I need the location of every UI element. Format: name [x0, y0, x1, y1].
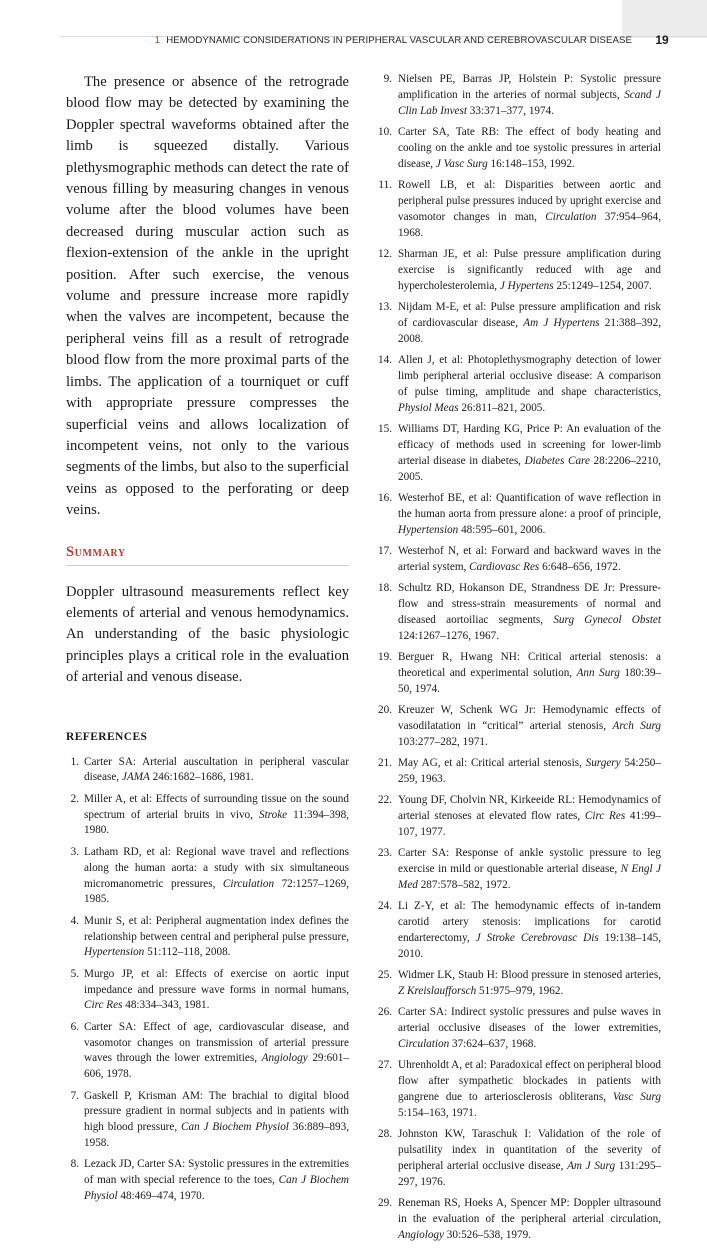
reference-details: 16:148–153, 1992.: [487, 157, 575, 170]
reference-journal: Vasc Surg: [612, 1090, 661, 1103]
reference-citation: Reneman RS, Hoeks A, Spencer MP: Doppler ultrasound in the evaluation of the peripheral arterial circulation,: [398, 1196, 661, 1225]
reference-journal: Cardiovasc Res: [469, 560, 540, 573]
reference-details: 6:648–656, 1972.: [539, 560, 621, 573]
references-heading: REFERENCES: [66, 730, 148, 743]
reference-citation: Nijdam M-E, et al: Pulse pressure amplification and risk of cardiovascular disease,: [398, 300, 661, 329]
reference-citation: Carter SA: Arterial auscultation in peripheral vascular disease,: [84, 755, 349, 784]
reference-citation: Carter SA: Effect of age, cardiovascular disease, and vasomotor changes on transmission of arterial pressure waves through the lower extremities,: [84, 1020, 349, 1065]
reference-journal: Circ Res: [584, 809, 626, 822]
reference-item: [376, 72, 661, 120]
reference-journal: Diabetes Care: [524, 454, 590, 467]
reference-journal: J Vasc Surg: [435, 157, 488, 170]
reference-details: 51:112–118, 2008.: [144, 946, 231, 959]
reference-citation: Allen J, et al: Photoplethysmography detection of lower limb peripheral arterial occlusive disease: A comparison of pulse timing, amplitude and shape characteristics,: [398, 353, 661, 398]
reference-details: 33:371–377, 1974.: [467, 104, 555, 117]
reference-citation: Williams DT, Harding KG, Price P: An evaluation of the efficacy of methods used in screening for lower-limb arterial disease in diabetes,: [398, 422, 661, 467]
reference-details: 25:1249–1254, 2007.: [553, 279, 652, 292]
reference-journal: N Engl J Med: [398, 862, 661, 891]
reference-journal: Circulation: [398, 1037, 450, 1050]
reference-journal: J Stroke Cerebrovasc Dis: [475, 931, 599, 944]
reference-number: 10.: [378, 126, 392, 139]
reference-citation: Carter SA, Tate RB: The effect of body heating and cooling on the ankle and toe systolic pressures in arterial disease,: [398, 126, 661, 170]
reference-number: 28.: [378, 1128, 392, 1141]
reference-item: [376, 756, 661, 788]
reference-journal: Can J Biochem Physiol: [181, 1121, 289, 1134]
reference-item: [376, 703, 661, 751]
left-column: [66, 72, 349, 1211]
running-header: [0, 0, 707, 38]
reference-number: 27.: [378, 1059, 392, 1072]
reference-number: 8.: [70, 1158, 79, 1171]
reference-details: 21:388–392, 2008.: [398, 316, 662, 345]
reference-number: 18.: [378, 581, 392, 594]
reference-citation: Uhrenholdt A, et al: Paradoxical effect on peripheral blood flow after sympathetic blockades in patients with gangrene due to arteriosclerosis obliterans,: [398, 1059, 661, 1103]
reference-number: 25.: [378, 968, 392, 981]
reference-citation: Latham RD, et al: Regional wave travel and reflections along the human aorta: a study with six simultaneous micromanometric pressures,: [84, 845, 349, 890]
reference-details: 41:99–107, 1977.: [398, 809, 661, 838]
reference-journal: Surg Gynecol Obstet: [553, 613, 661, 626]
reference-number: 24.: [378, 900, 392, 913]
reference-number: 22.: [378, 794, 392, 807]
page-number: 19: [655, 33, 669, 47]
reference-number: 17.: [378, 544, 392, 557]
reference-number: 1.: [70, 755, 79, 768]
reference-journal: Z Kreislaufforsch: [398, 984, 477, 997]
reference-item: [376, 899, 661, 963]
reference-journal: Circ Res: [84, 999, 123, 1012]
reference-details: 180:39–50, 1974.: [398, 666, 662, 695]
reference-number: 29.: [378, 1196, 392, 1209]
reference-details: 246:1682–1686, 1981.: [149, 771, 254, 784]
reference-details: 287:578–582, 1972.: [417, 878, 511, 891]
reference-number: 13.: [378, 300, 392, 313]
reference-item: [376, 178, 661, 242]
reference-journal: Scand J Clin Lab Invest: [398, 88, 661, 117]
reference-list-right: [376, 72, 661, 1244]
reference-number: 5.: [70, 967, 79, 980]
reference-number: 23.: [378, 847, 392, 860]
right-column: [376, 72, 661, 1249]
reference-citation: Berguer R, Hwang NH: Critical arterial stenosis: a theoretical and experimental solution,: [398, 650, 661, 679]
reference-item: [66, 1157, 349, 1205]
reference-number: 3.: [70, 845, 79, 858]
reference-details: 103:277–282, 1971.: [398, 735, 488, 748]
reference-citation: Widmer LK, Staub H: Blood pressure in stenosed arteries,: [398, 968, 661, 981]
reference-number: 4.: [70, 914, 79, 927]
reference-details: 19:138–145, 2010.: [398, 931, 661, 960]
reference-journal: J Hypertens: [499, 279, 554, 292]
reference-journal: Hypertension: [398, 523, 459, 536]
reference-number: 15.: [378, 422, 392, 435]
reference-journal: Hypertension: [84, 946, 145, 959]
reference-item: [376, 581, 661, 645]
reference-list-left: [66, 755, 349, 1206]
reference-citation: Westerhof BE, et al: Quantification of wave reflection in the human aorta from pressure alone: a proof of principle,: [398, 491, 661, 520]
reference-details: 124:1267–1276, 1967.: [398, 629, 499, 642]
reference-item: [376, 125, 661, 173]
reference-details: 36:889–893, 1958.: [84, 1121, 350, 1150]
reference-number: 26.: [378, 1006, 392, 1019]
reference-citation: Rowell LB, et al: Disparities between aortic and peripheral pulse pressures induced by upright exercise and vasomotor changes in man,: [398, 179, 661, 223]
reference-journal: Circulation: [222, 877, 275, 890]
reference-item: [66, 845, 349, 909]
reference-item: [376, 650, 661, 698]
reference-citation: Westerhof N, et al: Forward and backward waves in the arterial system,: [398, 544, 661, 573]
reference-journal: Ann Surg: [576, 666, 620, 679]
reference-number: 11.: [378, 179, 392, 192]
reference-citation: Carter SA: Indirect systolic pressures and pulse waves in arterial occlusive diseases of the lower extremities,: [398, 1006, 661, 1034]
reference-number: 16.: [378, 491, 392, 504]
reference-details: 37:954–964, 1968.: [398, 210, 661, 239]
reference-journal: Angiology: [398, 1228, 444, 1241]
reference-journal: Am J Surg: [567, 1159, 616, 1172]
reference-details: 26:811–821, 2005.: [458, 401, 546, 414]
reference-details: 30:526–538, 1979.: [444, 1228, 532, 1241]
reference-item: [376, 1196, 661, 1244]
reference-item: [376, 968, 661, 1000]
reference-details: 48:595–601, 2006.: [458, 523, 546, 536]
reference-citation: Young DF, Cholvin NR, Kirkeeide RL: Hemodynamics of arterial stenoses at elevated flow rates,: [398, 794, 661, 822]
reference-details: 29:601–606, 1978.: [84, 1052, 349, 1081]
reference-details: 11:394–398, 1980.: [84, 808, 349, 837]
reference-details: 51:975–979, 1962.: [476, 984, 564, 997]
reference-journal: Surgery: [585, 756, 621, 769]
reference-details: 37:624–637, 1968.: [449, 1037, 537, 1050]
reference-item: [376, 422, 661, 486]
reference-item: [66, 1089, 349, 1153]
reference-citation: Miller A, et al: Effects of surrounding tissue on the sound spectrum of arterial bruits in vivo,: [84, 792, 349, 821]
reference-item: [376, 544, 661, 576]
reference-citation: Schultz RD, Hokanson DE, Strandness DE Jr: Pressure-flow and stress-strain measurements of normal and diseased aortoiliac segments,: [398, 581, 661, 626]
reference-citation: Carter SA: Response of ankle systolic pressure to leg exercise in mild or questionable arterial disease,: [398, 847, 661, 875]
reference-details: 48:334–343, 1981.: [122, 999, 210, 1012]
reference-item: [376, 846, 661, 894]
reference-journal: Arch Surg: [612, 719, 661, 732]
reference-item: [376, 353, 661, 417]
running-title: [0, 35, 632, 46]
reference-journal: Circulation: [545, 210, 597, 223]
summary-divider: [66, 565, 349, 566]
reference-item: [376, 300, 661, 348]
reference-item: [66, 1020, 349, 1084]
reference-journal: Stroke: [258, 808, 288, 821]
reference-number: 19.: [378, 650, 392, 663]
reference-number: 2.: [70, 792, 79, 805]
reference-number: 14.: [378, 353, 392, 366]
reference-item: [376, 491, 661, 539]
reference-journal: Can J Biochem Physiol: [84, 1174, 349, 1203]
reference-item: [66, 914, 349, 962]
reference-citation: Nielsen PE, Barras JP, Holstein P: Systolic pressure amplification in the arteries of normal subjects,: [398, 73, 661, 101]
reference-item: [376, 1127, 661, 1191]
reference-details: 54:250–259, 1963.: [398, 756, 661, 785]
reference-item: [376, 1005, 661, 1053]
reference-details: 48:469–474, 1970.: [117, 1190, 205, 1203]
reference-citation: Murgo JP, et al: Effects of exercise on aortic input impedance and pressure wave forms in normal humans,: [84, 967, 349, 996]
reference-item: [66, 967, 349, 1015]
reference-item: [376, 247, 661, 295]
summary-heading: Summary: [66, 543, 126, 560]
reference-number: 21.: [378, 756, 392, 769]
reference-number: 12.: [378, 247, 392, 260]
reference-item: [376, 1058, 661, 1122]
reference-number: 6.: [70, 1020, 79, 1033]
reference-number: 7.: [70, 1089, 79, 1102]
reference-citation: Kreuzer W, Schenk WG Jr: Hemodynamic effects of vasodilatation in “critical” arterial stenosis,: [398, 703, 661, 732]
reference-citation: Li Z-Y, et al: The hemodynamic effects of in-tandem carotid artery stenosis: implications for carotid endarterectomy,: [398, 900, 661, 944]
reference-details: 28:2206–2210, 2005.: [398, 454, 661, 483]
reference-details: 5:154–163, 1971.: [398, 1106, 477, 1119]
reference-item: [66, 792, 349, 840]
reference-citation: Gaskell P, Krisman AM: The brachial to digital blood pressure gradient in normal subjects and in patients with high blood pressure,: [84, 1089, 349, 1134]
chapter-number: 1: [154, 35, 161, 46]
reference-details: 131:295–297, 1976.: [398, 1159, 662, 1188]
reference-item: [376, 793, 661, 841]
reference-journal: JAMA: [121, 771, 150, 784]
reference-details: 72:1257–1269, 1985.: [84, 877, 350, 906]
reference-citation: Lezack JD, Carter SA: Systolic pressures in the extremities of man with special reference to the toes,: [84, 1158, 350, 1187]
reference-journal: Physiol Meas: [398, 401, 459, 414]
reference-citation: Johnston KW, Taraschuk I: Validation of the role of pulsatility index in quantitation of the severity of peripheral arterial occlusive disease,: [398, 1128, 661, 1172]
summary-paragraph: Doppler ultrasound measurements reflect key elements of arterial and venous hemodynamics. An understanding of the basic physiologic principles plays a critical role in the evaluation of arterial and venous disease.: [66, 583, 349, 686]
reference-number: 20.: [378, 703, 392, 716]
reference-citation: Munir S, et al: Peripheral augmentation index defines the relationship between central and peripheral pulse pressure,: [84, 914, 349, 943]
reference-citation: May AG, et al: Critical arterial stenosis,: [398, 756, 586, 769]
intro-paragraph: The presence or absence of the retrograde blood flow may be detected by examining the Doppler spectral waveforms obtained after the limb is squeezed distally. Various plethysmographic methods can detect the rate of venous filling by measuring changes in venous volume after the blood volumes have been decreased during muscular action such as flexion-extension of the ankle in the upright position. After such exercise, the venous volume and pressure increase more rapidly when the valves are incompetent, because the peripheral veins fill as a result of retrograde blood flow from the more proximal parts of the limbs. The application of a tourniquet or cuff with appropriate pressure compresses the superficial veins and allows localization of incompetent veins, not only to the various segments of the limbs, but also to the superficial veins as opposed to the perforating or deep veins.: [66, 74, 349, 519]
reference-journal: Angiology: [261, 1052, 308, 1065]
reference-citation: Sharman JE, et al: Pulse pressure amplification during exercise is significantly reduced with age and hypercholesterolemia,: [398, 247, 661, 292]
reference-number: 9.: [383, 73, 392, 85]
reference-journal: Am J Hypertens: [523, 316, 600, 329]
running-title-text: HEMODYNAMIC CONSIDERATIONS IN PERIPHERAL VASCULAR AND CEREBROVASCULAR DISEASE: [166, 35, 632, 46]
reference-item: [66, 755, 349, 787]
